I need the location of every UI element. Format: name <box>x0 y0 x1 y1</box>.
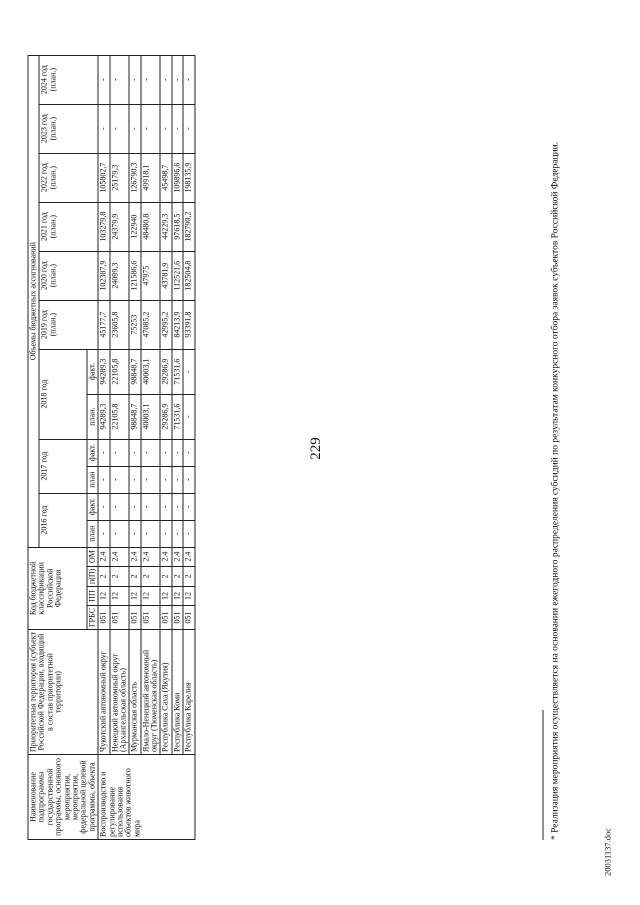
value-cell: 22105,8 <box>110 349 130 394</box>
value-cell: 40003,1 <box>141 349 161 394</box>
header-plan-year: 2020 год (план.) <box>39 251 98 300</box>
territory-cell: Ямало-Ненецкий автономный округ (Тюменская область) <box>141 629 161 754</box>
value-cell: 71531,6 <box>172 349 183 394</box>
value-cell: - <box>172 439 183 466</box>
value-cell: - <box>110 55 130 104</box>
header-2018-fact: факт. <box>87 349 98 394</box>
table-row <box>160 55 171 839</box>
value-cell: - <box>160 439 171 466</box>
code-cell: 2 <box>183 566 194 586</box>
value-cell: - <box>183 394 194 439</box>
header-code-pp: ПП <box>87 586 98 605</box>
value-cell: - <box>160 104 171 153</box>
header-2016-plan: план <box>87 520 98 547</box>
code-cell: 051 <box>183 605 194 629</box>
code-cell: 051 <box>141 605 161 629</box>
code-cell: 2.4 <box>183 547 194 566</box>
value-cell: 182504,8 <box>183 251 194 300</box>
value-cell: 94289,3 <box>98 349 109 394</box>
code-cell: 051 <box>172 605 183 629</box>
value-cell: - <box>129 55 140 104</box>
code-cell: 12 <box>172 586 183 605</box>
value-cell: 44229,3 <box>160 202 171 251</box>
value-cell: - <box>160 493 171 520</box>
value-cell: - <box>141 466 161 493</box>
code-cell: 2 <box>160 566 171 586</box>
value-cell: 24099,3 <box>110 251 130 300</box>
value-cell: - <box>141 55 161 104</box>
value-cell: 84213,9 <box>172 300 183 349</box>
code-cell: 2.4 <box>160 547 171 566</box>
code-cell: 051 <box>110 605 130 629</box>
value-cell: - <box>172 55 183 104</box>
value-cell: 22105,8 <box>110 394 130 439</box>
value-cell: - <box>183 349 194 394</box>
value-cell: 47085,2 <box>141 300 161 349</box>
header-plan-year: 2023 год (план.) <box>39 104 98 153</box>
value-cell: 75253 <box>129 300 140 349</box>
value-cell: - <box>110 466 130 493</box>
value-cell: - <box>160 520 171 547</box>
value-cell: - <box>98 55 109 104</box>
value-cell: 94289,3 <box>98 394 109 439</box>
value-cell: 49918,1 <box>141 153 161 202</box>
value-cell: 45498,7 <box>160 153 171 202</box>
territory-cell: Республика Коми <box>172 629 183 754</box>
header-plan-year: 2024 год (план.) <box>39 55 98 104</box>
value-cell: 121586,6 <box>129 251 140 300</box>
value-cell: - <box>110 439 130 466</box>
header-plan-year: 2021 год (план.) <box>39 202 98 251</box>
value-cell: 47975 <box>141 251 161 300</box>
value-cell: 112521,6 <box>172 251 183 300</box>
value-cell: - <box>98 439 109 466</box>
code-cell: 2.4 <box>110 547 130 566</box>
header-2018-plan: план. <box>87 394 98 439</box>
table-row <box>141 55 161 839</box>
code-cell: 2 <box>141 566 161 586</box>
table-row <box>129 55 140 839</box>
header-year-2018: 2018 год <box>39 349 86 439</box>
table-row <box>98 55 109 839</box>
value-cell: - <box>129 439 140 466</box>
value-cell: 182790,2 <box>183 202 194 251</box>
header-plan-year: 2022 год (план.) <box>39 153 98 202</box>
value-cell: - <box>141 104 161 153</box>
value-cell: - <box>110 493 130 520</box>
header-code-group: Код бюджетной классификации Российской Федерации <box>28 547 87 629</box>
value-cell: 93391,8 <box>183 300 194 349</box>
value-cell: 71531,6 <box>172 394 183 439</box>
value-cell: - <box>98 466 109 493</box>
value-cell: 97618,5 <box>172 202 183 251</box>
code-cell: 2.4 <box>98 547 109 566</box>
value-cell: - <box>172 493 183 520</box>
code-cell: 12 <box>183 586 194 605</box>
value-cell: - <box>110 104 130 153</box>
code-cell: 12 <box>110 586 130 605</box>
code-cell: 051 <box>98 605 109 629</box>
value-cell: 23605,8 <box>110 300 130 349</box>
territory-cell: Ненецкий автономный округ (Архангельская область) <box>110 629 130 754</box>
code-cell: 051 <box>160 605 171 629</box>
code-cell: 12 <box>141 586 161 605</box>
rotated-page-content <box>23 28 618 878</box>
header-code-grbs: ГРБС <box>87 605 98 629</box>
value-cell: 40003,1 <box>141 394 161 439</box>
header-program: Наименование подпрограммы государственной программы, основного мероприятия, мероприятия, федеральной целевой программы, объекта <box>28 754 98 839</box>
value-cell: 24379,9 <box>110 202 130 251</box>
code-cell: 2 <box>110 566 130 586</box>
territory-cell: Мурманская область <box>129 629 140 754</box>
value-cell: - <box>141 493 161 520</box>
value-cell: 42995,2 <box>160 300 171 349</box>
value-cell: 29286,9 <box>160 394 171 439</box>
value-cell: 98848,7 <box>129 349 140 394</box>
value-cell: 103279,8 <box>98 202 109 251</box>
value-cell: - <box>129 520 140 547</box>
value-cell: 102387,9 <box>98 251 109 300</box>
value-cell: - <box>129 104 140 153</box>
value-cell: 43781,9 <box>160 251 171 300</box>
table-row <box>172 55 183 839</box>
value-cell: - <box>183 493 194 520</box>
value-cell: - <box>98 493 109 520</box>
header-2017-fact: факт. <box>87 439 98 466</box>
value-cell: 109896,6 <box>172 153 183 202</box>
value-cell: 48480,8 <box>141 202 161 251</box>
value-cell: - <box>183 104 194 153</box>
code-cell: 12 <box>98 586 109 605</box>
code-cell: 2 <box>129 566 140 586</box>
value-cell: - <box>183 55 194 104</box>
header-code-om: ОМ <box>87 547 98 566</box>
value-cell: 98848,7 <box>129 394 140 439</box>
header-code-pp-sub: п(П) <box>87 566 98 586</box>
program-name-cell: Воспроизводство и регулирование использования объектов животного мира <box>98 754 195 839</box>
value-cell: - <box>183 466 194 493</box>
value-cell: - <box>183 520 194 547</box>
value-cell: 25179,3 <box>110 153 130 202</box>
code-cell: 2.4 <box>129 547 140 566</box>
value-cell: 105802,7 <box>98 153 109 202</box>
territory-cell: Республика Саха (Якутия) <box>160 629 171 754</box>
value-cell: 122940 <box>129 202 140 251</box>
header-plan-year: 2019 год (план.) <box>39 300 98 349</box>
code-cell: 2.4 <box>141 547 161 566</box>
code-cell: 2 <box>98 566 109 586</box>
footnote-divider <box>543 710 544 840</box>
header-territory: Приоритетная территория (субъект Российской Федерации, входящий в состав приоритетной территории) <box>28 629 98 754</box>
document-id: 20031137.doc <box>602 827 613 876</box>
header-volume-group: Объемы бюджетных ассигнований <box>28 55 39 547</box>
territory-cell: Республика Карелия <box>183 629 194 754</box>
table-row <box>110 55 130 839</box>
value-cell: 198135,9 <box>183 153 194 202</box>
value-cell: - <box>129 493 140 520</box>
code-cell: 2 <box>172 566 183 586</box>
value-cell: 29286,9 <box>160 349 171 394</box>
value-cell: - <box>98 520 109 547</box>
value-cell: - <box>172 466 183 493</box>
value-cell: - <box>172 520 183 547</box>
value-cell: - <box>160 466 171 493</box>
territory-cell: Чукотский автономный округ <box>98 629 109 754</box>
header-2016-fact: факт. <box>87 493 98 520</box>
budget-table-wrapper <box>28 54 196 839</box>
code-cell: 12 <box>160 586 171 605</box>
header-year-2017: 2017 год <box>39 439 86 493</box>
header-year-2016: 2016 год <box>39 493 86 547</box>
value-cell: - <box>172 104 183 153</box>
header-2017-plan: план <box>87 466 98 493</box>
value-cell: - <box>98 104 109 153</box>
table-row <box>183 55 194 839</box>
value-cell: 126790,3 <box>129 153 140 202</box>
footnote: * Реализация мероприятия осуществляется на основании ежегодного распределения субсидий по результатам конкурсного отбора заявок субъектов Российской Федерации. <box>550 141 561 840</box>
value-cell: - <box>160 55 171 104</box>
value-cell: - <box>129 466 140 493</box>
budget-table <box>28 54 196 839</box>
code-cell: 12 <box>129 586 140 605</box>
code-cell: 051 <box>129 605 140 629</box>
value-cell: - <box>141 439 161 466</box>
value-cell: - <box>141 520 161 547</box>
value-cell: 45177,7 <box>98 300 109 349</box>
value-cell: - <box>110 520 130 547</box>
page-number: 229 <box>307 437 324 460</box>
value-cell: - <box>183 439 194 466</box>
code-cell: 2.4 <box>172 547 183 566</box>
